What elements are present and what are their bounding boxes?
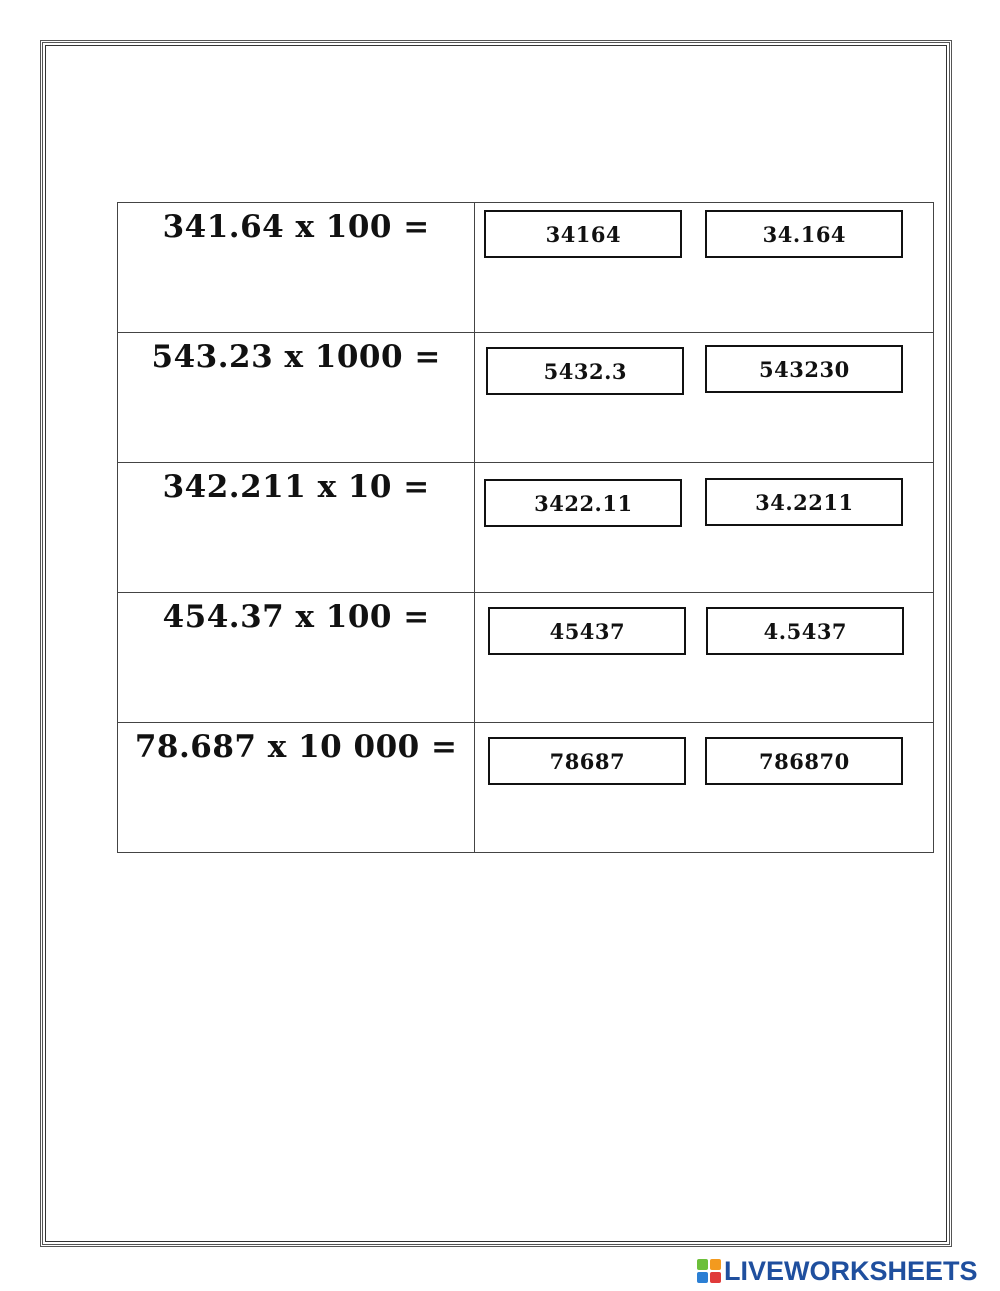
answer-option-button[interactable]: 3422.11 bbox=[484, 479, 682, 527]
liveworksheets-logo-text: LIVEWORKSHEETS bbox=[724, 1255, 978, 1286]
table-row bbox=[118, 463, 934, 593]
answer-option-button[interactable]: 786870 bbox=[705, 737, 903, 785]
question-text: 454.37 x 100 = bbox=[162, 599, 430, 635]
logo-square-icon bbox=[710, 1272, 721, 1283]
logo-square-icon bbox=[697, 1259, 708, 1270]
question-cell bbox=[118, 593, 475, 723]
answer-option-button[interactable]: 34.2211 bbox=[705, 478, 903, 526]
question-text: 342.211 x 10 = bbox=[162, 469, 430, 505]
question-text: 341.64 x 100 = bbox=[162, 209, 430, 245]
table-row bbox=[118, 593, 934, 723]
answer-option-button[interactable]: 4.5437 bbox=[706, 607, 904, 655]
answer-cell bbox=[475, 203, 934, 333]
answer-cell bbox=[475, 593, 934, 723]
logo-square-icon bbox=[697, 1272, 708, 1283]
worksheet-table bbox=[117, 202, 934, 853]
answer-option-button[interactable]: 34.164 bbox=[705, 210, 903, 258]
answer-option-button[interactable]: 45437 bbox=[488, 607, 686, 655]
answer-option-button[interactable]: 543230 bbox=[705, 345, 903, 393]
answer-option-button[interactable]: 5432.3 bbox=[486, 347, 684, 395]
question-cell bbox=[118, 333, 475, 463]
liveworksheets-logo-icon bbox=[697, 1259, 721, 1283]
answer-cell bbox=[475, 723, 934, 853]
table-row bbox=[118, 333, 934, 463]
answer-cell bbox=[475, 333, 934, 463]
question-text: 543.23 x 1000 = bbox=[151, 339, 441, 375]
liveworksheets-logo bbox=[697, 1255, 978, 1286]
table-row bbox=[118, 203, 934, 333]
table-row bbox=[118, 723, 934, 853]
answer-cell bbox=[475, 463, 934, 593]
question-cell bbox=[118, 203, 475, 333]
question-text: 78.687 x 10 000 = bbox=[134, 729, 458, 765]
logo-square-icon bbox=[710, 1259, 721, 1270]
question-cell bbox=[118, 723, 475, 853]
answer-option-button[interactable]: 78687 bbox=[488, 737, 686, 785]
answer-option-button[interactable]: 34164 bbox=[484, 210, 682, 258]
question-cell bbox=[118, 463, 475, 593]
